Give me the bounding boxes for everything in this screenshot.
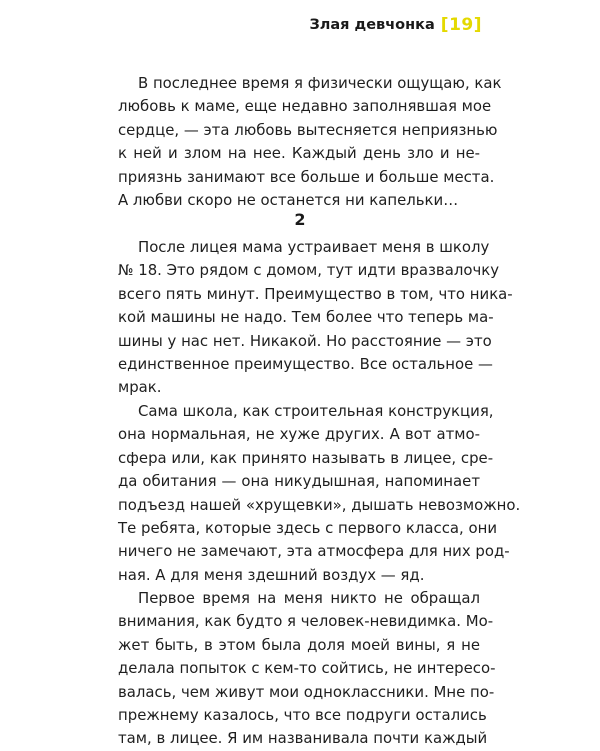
text-line: сердце, — эта любовь вытесняется неприязнью: [118, 120, 498, 139]
text-line: она нормальная, не хуже других. А вот атмо-: [118, 425, 480, 444]
text-line: к ней и злом на нее. Каждый день зло и не-: [118, 144, 480, 163]
text-line: жет быть, в этом была доля моей вины, я не: [118, 635, 480, 654]
paragraph-1: [118, 72, 502, 212]
text-line: всего пять минут. Преимущество в том, что ника-: [118, 284, 513, 303]
text-line: там, в лицее. Я им названивала почти каждый: [118, 729, 488, 748]
text-line: сфера или, как принято называть в лицее, сре-: [118, 448, 494, 467]
text-line: После лицея мама устраивает меня в школу: [138, 238, 490, 256]
running-title: Злая девчонка: [309, 17, 435, 33]
text-line: единственное преимущество. Все остальное —: [118, 355, 493, 374]
text-line: делала попыток с кем-то сойтись, не интересо-: [118, 659, 496, 678]
text-line: ничего не замечают, эта атмосфера для них род-: [118, 542, 510, 561]
text-line: Первое время на меня никто не обращал: [138, 589, 480, 607]
text-line: подъезд нашей «хрущевки», дышать невозможно.: [118, 495, 521, 514]
text-line: Сама школа, как строительная конструкция,: [138, 402, 494, 420]
text-line: приязнь занимают все больше и больше места.: [118, 167, 495, 186]
paragraph-2: [118, 236, 513, 400]
text-line: прежнему казалось, что все подруги остались: [118, 706, 487, 725]
text-line: валась, чем живут мои одноклассники. Мне по-: [118, 682, 495, 701]
text-line: да обитания — она никудышная, напоминает: [118, 472, 480, 491]
text-line: кой машины не надо. Тем более что теперь ма-: [118, 308, 494, 327]
paragraph-3: [118, 400, 521, 587]
text-line: любовь к маме, еще недавно заполнявшая мое: [118, 97, 492, 116]
page-number: [19]: [440, 15, 482, 35]
text-line: Те ребята, которые здесь с первого класса, они: [118, 519, 498, 538]
text-line: А любви скоро не останется ни капельки…: [118, 191, 459, 210]
text-line: В последнее время я физически ощущаю, как: [138, 74, 502, 92]
running-header: [309, 15, 482, 35]
text-line: шины у нас нет. Никакой. Но расстояние — это: [118, 331, 492, 350]
text-line: № 18. Это рядом с домом, тут идти вразвалочку: [118, 261, 500, 280]
section-number: 2: [294, 210, 306, 229]
paragraph-4: [118, 587, 496, 751]
text-line: мрак.: [118, 378, 162, 397]
text-line: ная. А для меня здешний воздух — яд.: [118, 565, 425, 584]
text-line: внимания, как будто я человек-невидимка. Мо-: [118, 612, 494, 631]
